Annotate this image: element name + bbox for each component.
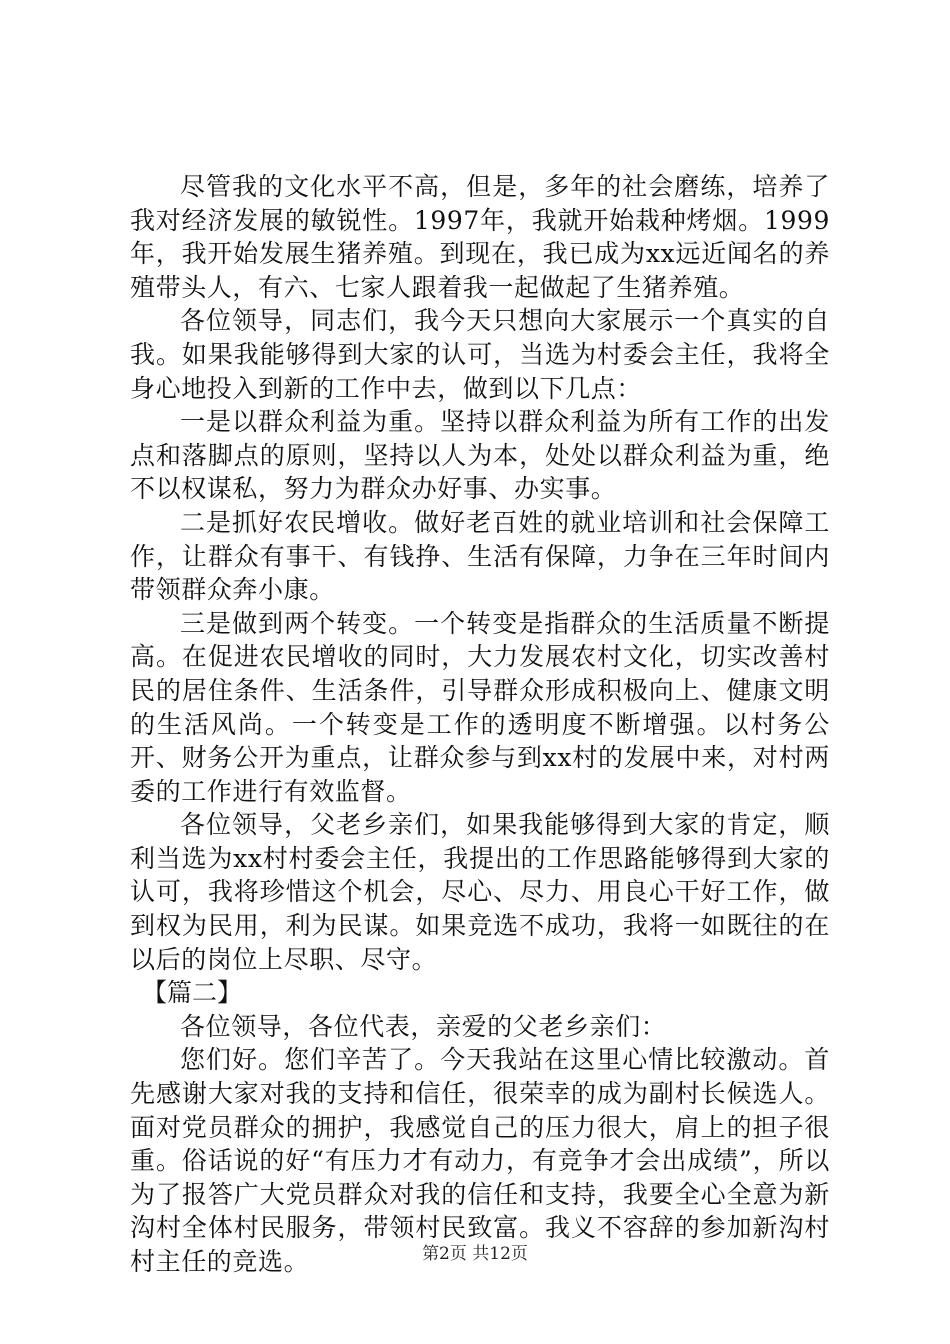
paragraph-6: 各位领导，父老乡亲们，如果我能够得到大家的肯定，顺利当选为xx村村委会主任，我提出的工作思路能够得到大家的认可，我将珍惜这个机会，尽心、尽力、用良心干好工作，做到权为民用，利为民谋。如果竞选不成功，我将一如既往的在以后的岗位上尽职、尽守。 bbox=[130, 810, 830, 974]
paragraph-7: 您们好。您们辛苦了。今天我站在这里心情比较激动。首先感谢大家对我的支持和信任，很荣幸的成为副村长候选人。面对党员群众的拥护，我感觉自己的压力很大，肩上的担子很重。俗话说的好“有压力才有动力，有竞争才会出成绩”，所以为了报答广大党员群众对我的信任和支持，我要全心全意为新沟村全体村民服务，带领村民致富。我义不容辞的参加新沟村村主任的竞选。 bbox=[130, 1045, 830, 1276]
paragraph-4: 二是抓好农民增收。做好老百姓的就业培训和社会保障工作，让群众有事干、有钱挣、生活有保障，力争在三年时间内带领群众奔小康。 bbox=[130, 507, 830, 605]
paragraph-2: 各位领导，同志们，我今天只想向大家展示一个真实的自我。如果我能够得到大家的认可，当选为村委会主任，我将全身心地投入到新的工作中去，做到以下几点： bbox=[130, 306, 830, 403]
paragraph-5: 三是做到两个转变。一个转变是指群众的生活质量不断提高。在促进农民增收的同时，大力发展农村文化，切实改善村民的居住条件、生活条件，引导群众形成积极向上、健康文明的生活风尚。一个转变是工作的透明度不断增强。以村务公开、财务公开为重点，让群众参与到xx村的发展中来，对村两委的工作进行有效监督。 bbox=[130, 608, 830, 806]
document-body bbox=[130, 170, 830, 1279]
greeting-paragraph: 各位领导，各位代表，亲爱的父老乡亲们： bbox=[180, 1011, 667, 1041]
paragraph-1: 尽管我的文化水平不高，但是，多年的社会磨练，培养了我对经济发展的敏锐性。1997年，我就开始栽种烤烟。1999年，我开始发展生猪养殖。到现在，我已成为xx远近闻名的养殖带头人，有六、七家人跟着我一起做起了生猪养殖。 bbox=[130, 172, 830, 302]
paragraph-3: 一是以群众利益为重。坚持以群众利益为所有工作的出发点和落脚点的原则，坚持以人为本，处处以群众利益为重，绝不以权谋私，努力为群众办好事、办实事。 bbox=[130, 407, 830, 504]
section-heading: 【篇二】 bbox=[142, 978, 243, 1008]
page-number-footer: 第2页 共12页 bbox=[422, 1244, 528, 1264]
